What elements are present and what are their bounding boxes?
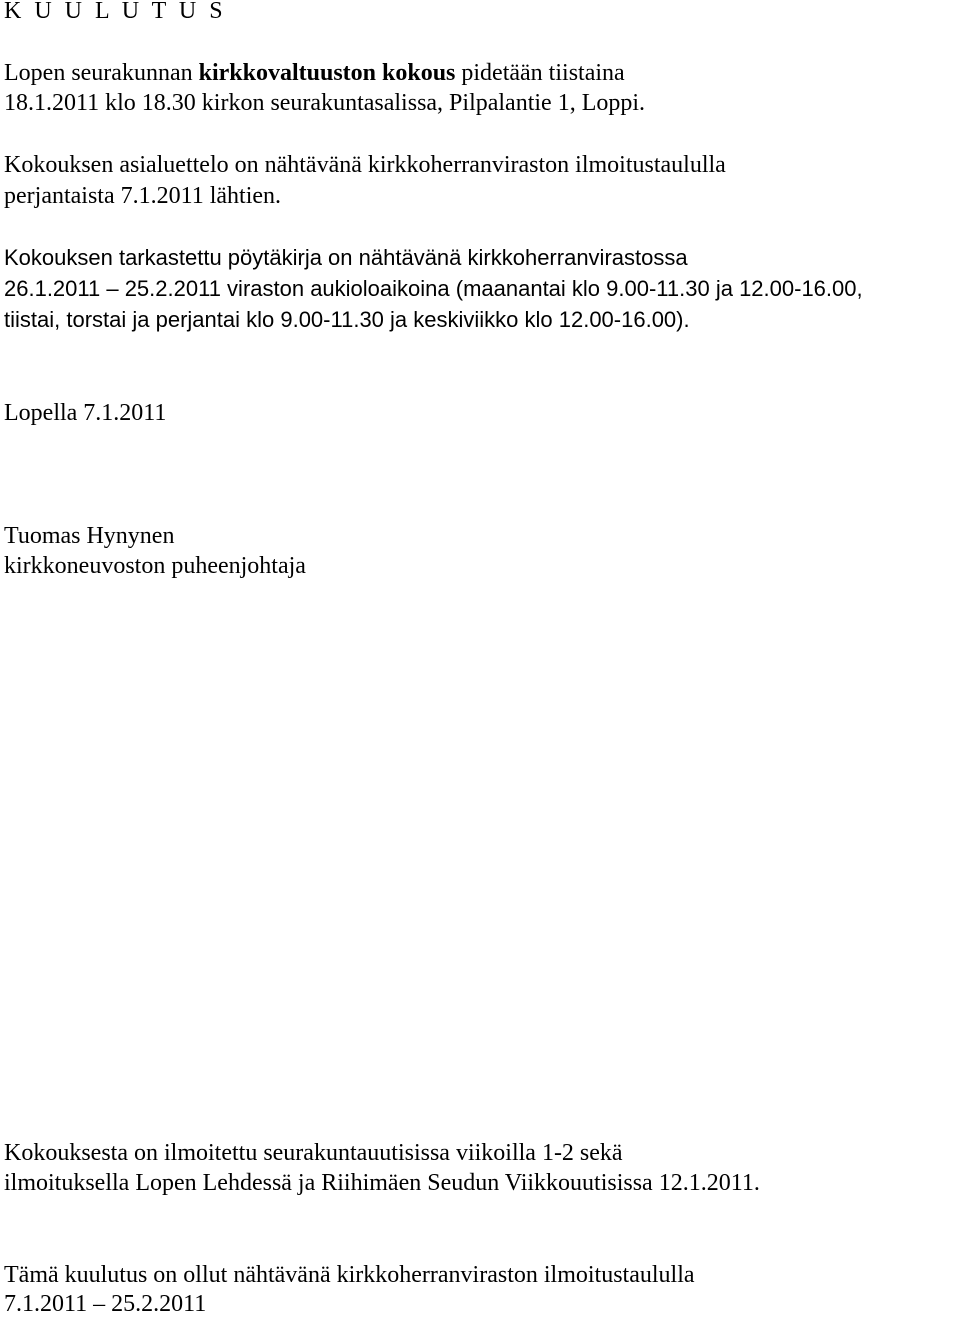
meeting-body-bold: kirkkovaltuuston kokous <box>198 60 456 86</box>
announced-line-1: Kokouksesta on ilmoitettu seurakuntauutisissa viikoilla 1-2 sekä <box>4 1140 623 1166</box>
agenda-line-1: Kokouksen asialuettelo on nähtävänä kirkkoherranviraston ilmoitustaululla <box>4 152 726 178</box>
place-date: Lopella 7.1.2011 <box>4 400 167 426</box>
meeting-line-1 <box>4 58 625 88</box>
meeting-after-bold: pidetään tiistaina <box>455 60 625 86</box>
signer-name: Tuomas Hynynen <box>4 523 175 549</box>
notice-title: K U U L U T U S <box>4 0 227 24</box>
meeting-intro: Lopen seurakunnan <box>4 60 199 86</box>
posted-line-1: Tämä kuulutus on ollut nähtävänä kirkkoherranviraston ilmoitustaululla <box>4 1262 695 1288</box>
minutes-line-3: tiistai, torstai ja perjantai klo 9.00-11.30 ja keskiviikko klo 12.00-16.00). <box>4 307 690 332</box>
agenda-line-2: perjantaista 7.1.2011 lähtien. <box>4 183 282 209</box>
signer-role: kirkkoneuvoston puheenjohtaja <box>4 553 306 579</box>
posted-line-2: 7.1.2011 – 25.2.2011 <box>4 1291 207 1317</box>
minutes-line-1: Kokouksen tarkastettu pöytäkirja on nähtävänä kirkkoherranvirastossa <box>4 245 688 270</box>
announced-line-2: ilmoituksella Lopen Lehdessä ja Riihimäen Seudun Viikkouutisissa 12.1.2011. <box>4 1170 760 1196</box>
minutes-line-2: 26.1.2011 – 25.2.2011 viraston aukioloaikoina (maanantai klo 9.00-11.30 ja 12.00-16.00, <box>4 276 863 301</box>
meeting-line-2: 18.1.2011 klo 18.30 kirkon seurakuntasalissa, Pilpalantie 1, Loppi. <box>4 90 646 116</box>
